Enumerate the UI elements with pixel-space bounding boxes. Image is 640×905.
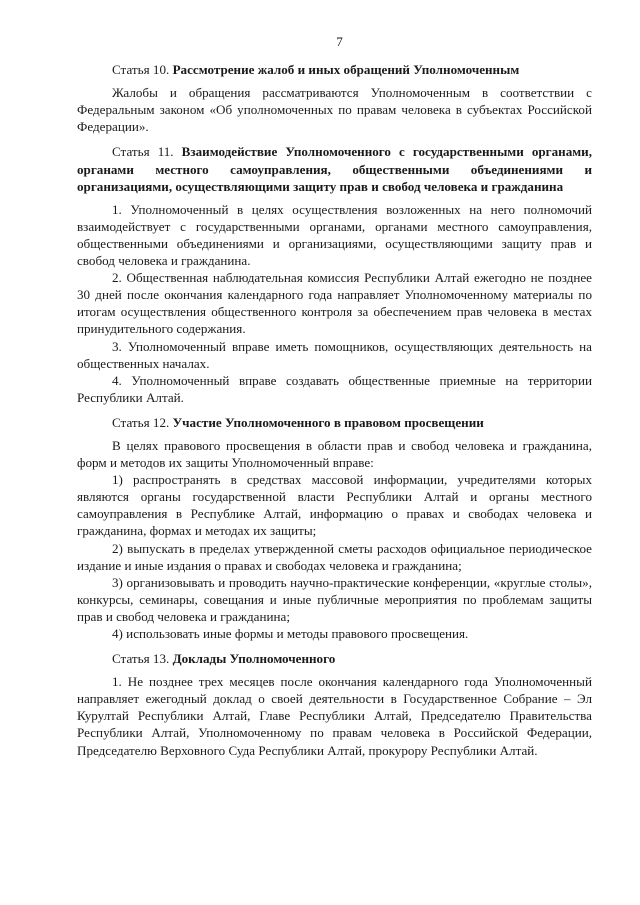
article-paragraph: 2) выпускать в пределах утвержденной сметы расходов официальное периодическое издание и иные издания о правах и свободах человека и гражданина;: [77, 540, 592, 573]
article-paragraph: Жалобы и обращения рассматриваются Уполномоченным в соответствии с Федеральным законом «Об уполномоченных по правам человека в субъектах Российской Федерации».: [77, 85, 592, 135]
article-heading: [77, 143, 592, 194]
article-13: [77, 650, 592, 759]
article-paragraph: 3) организовывать и проводить научно-практические конференции, «круглые столы», конкурсы, семинары, совещания и иные публичные мероприятия по проблемам защиты прав и свобод человека и гражданина;: [77, 574, 592, 624]
article-paragraph: 3. Уполномоченный вправе иметь помощников, осуществляющих деятельность на общественных началах.: [77, 338, 592, 371]
article-10: [77, 61, 592, 135]
article-11: [77, 143, 592, 405]
article-title: Участие Уполномоченного в правовом просвещении: [172, 414, 484, 430]
article-title: Рассмотрение жалоб и иных обращений Уполномоченным: [172, 62, 520, 78]
article-paragraph: 1. Не позднее трех месяцев после окончания календарного года Уполномоченный направляет ежегодный доклад о своей деятельности в Государственное Собрание – Эл Курултай Республики Алтай, Главе Республики Алтай, Председателю Правительства Республики Алтай, Уполномоченному по правам человека в Российской Федерации, Председателю Верховного Суда Республики Алтай, прокурору Республики Алтай.: [77, 674, 592, 758]
article-title: Доклады Уполномоченного: [172, 651, 336, 667]
article-paragraph: 1) распространять в средствах массовой информации, учредителями которых являются органы государственной власти Республики Алтай и органы местного самоуправления в Республике Алтай, информацию о правах и свободах человека и гражданина, формах и методах их защиты;: [77, 472, 592, 539]
article-title: Взаимодействие Уполномоченного с государственными органами, органами местного самоуправления, общественными объединениями и организациями, осуществляющими защиту прав и свобод человека и гражданина: [77, 144, 592, 194]
article-label: Статья 12.: [112, 414, 170, 430]
article-12: [77, 414, 592, 642]
article-paragraph: 2. Общественная наблюдательная комиссия Республики Алтай ежегодно не позднее 30 дней после окончания календарного года направляет Уполномоченному материалы по итогам осуществления общественного контроля за обеспечением прав человека в местах принудительного содержания.: [77, 270, 592, 337]
article-paragraph: 4. Уполномоченный вправе создавать общественные приемные на территории Республики Алтай.: [77, 372, 592, 405]
article-heading: [77, 414, 592, 431]
page-number: 7: [336, 34, 343, 49]
article-heading: [77, 61, 592, 78]
article-paragraph: 1. Уполномоченный в целях осуществления возложенных на него полномочий взаимодействует с государственными органами, органами местного самоуправления, общественными объединениями и организациями, осуществляющими защиту прав и свобод человека и гражданина.: [77, 201, 592, 269]
article-heading: [77, 650, 592, 667]
article-label: Статья 11.: [112, 144, 174, 160]
article-paragraph: В целях правового просвещения в области прав и свобод человека и гражданина, форм и методов их защиты Уполномоченный вправе:: [77, 437, 592, 471]
article-label: Статья 10.: [112, 62, 170, 78]
article-label: Статья 13.: [112, 651, 170, 667]
article-paragraph: 4) использовать иные формы и методы правового просвещения.: [112, 626, 469, 641]
